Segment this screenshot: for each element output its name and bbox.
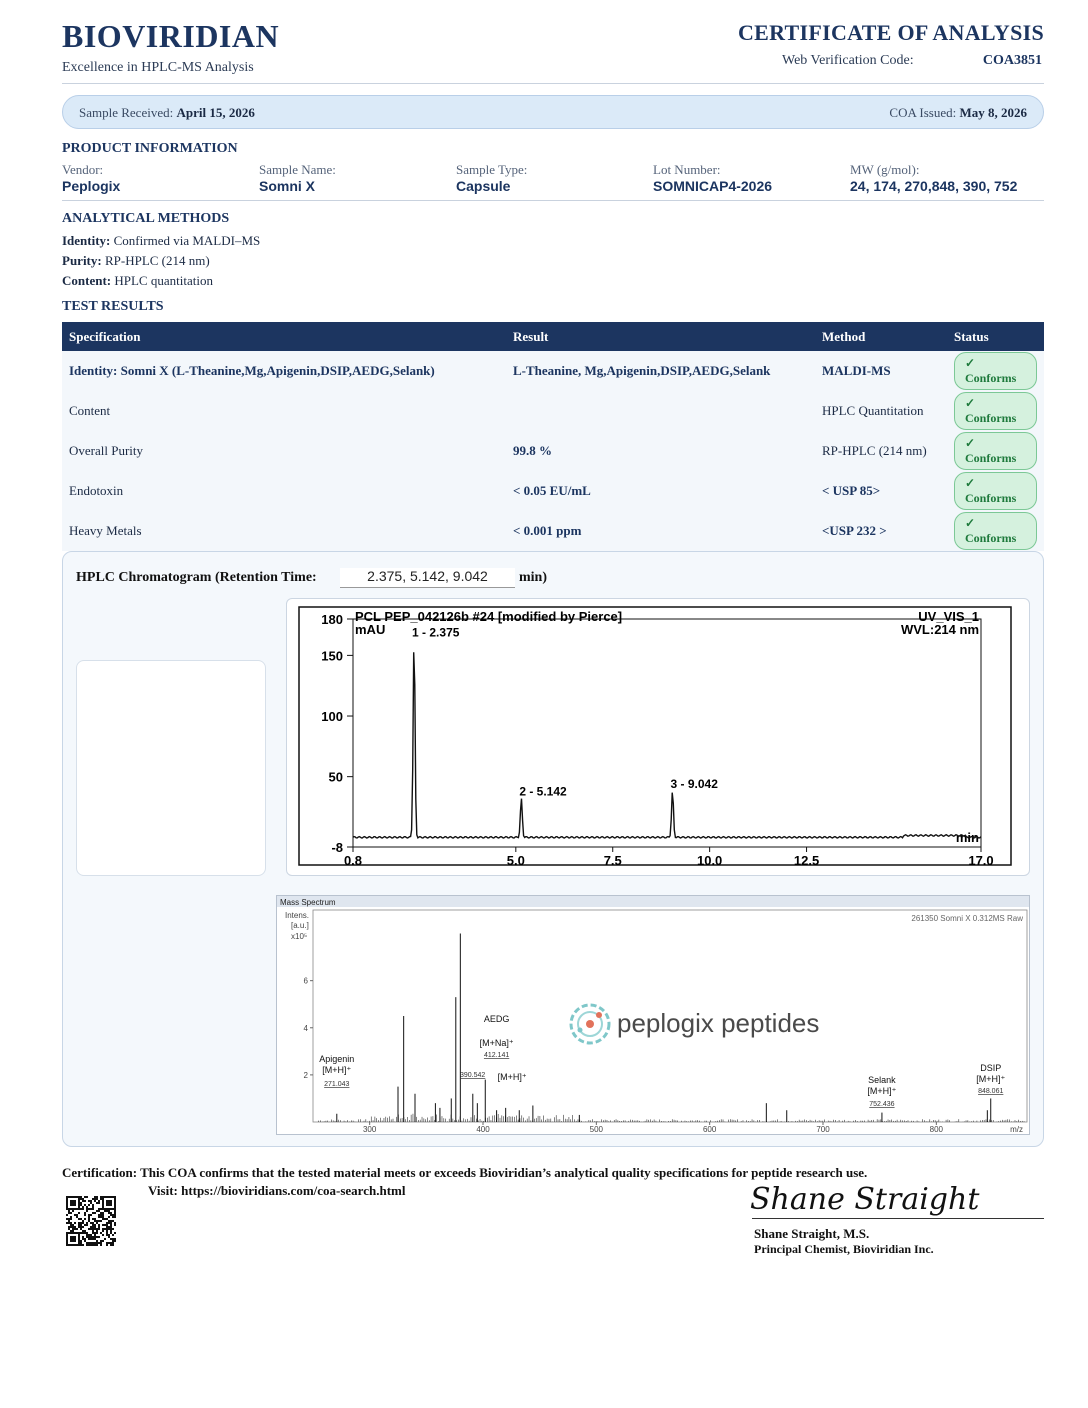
hplc-xtick-label: 5.0 xyxy=(506,853,525,868)
hplc-ytick-label: 150 xyxy=(321,648,343,664)
mass-spectrum-chart xyxy=(277,896,1029,1134)
col-specification: Specification xyxy=(62,322,506,351)
hplc-ylabel: mAU xyxy=(355,622,386,637)
hplc-xtick-label: 7.5 xyxy=(603,853,622,868)
ms-xlabel: m/z xyxy=(1010,1125,1023,1134)
ms-xtick-label: 400 xyxy=(476,1125,490,1134)
retention-times-field: 2.375, 5.142, 9.042 xyxy=(340,568,515,588)
method-content: Content: HPLC quantitation xyxy=(62,273,213,288)
retention-unit: min) xyxy=(519,570,547,585)
results-section-title: TEST RESULTS xyxy=(62,299,164,314)
ms-file-label: 261350 Somni X 0.312MS Raw xyxy=(911,914,1023,923)
image-placeholder xyxy=(76,660,266,876)
ms-ytick-label: 4 xyxy=(303,1023,308,1033)
hplc-peak-label: 2 - 5.142 xyxy=(519,784,567,799)
hplc-trace xyxy=(353,652,981,838)
signer-name: Shane Straight, M.S. xyxy=(754,1226,870,1241)
table-row xyxy=(62,471,1044,511)
status-badge: ✓ Conforms xyxy=(954,512,1037,550)
row-method: RP-HPLC (214 nm) xyxy=(815,431,947,471)
results-header-row xyxy=(62,322,1044,351)
certification-text: Certification: This COA confirms that the tested material meets or exceeds Bioviridian’s analytical quality specifications for peptide research use. xyxy=(62,1165,868,1180)
hplc-ytick-label: -8 xyxy=(331,840,343,855)
ms-annotation-mz: 412.141 xyxy=(483,1052,510,1059)
col-result: Result xyxy=(506,322,815,351)
dates-bar xyxy=(62,95,1044,129)
hplc-xlabel: min xyxy=(955,830,979,845)
peplogix-logo xyxy=(571,1005,819,1043)
status-badge: ✓ Conforms xyxy=(954,472,1037,510)
ms-title: Mass Spectrum xyxy=(280,898,336,907)
ms-annotation-mz: 271.043 xyxy=(324,1081,350,1088)
peplogix-watermark: peplogix peptides xyxy=(617,1008,820,1038)
ms-annotation-ion: [M+Na]⁺ xyxy=(479,1038,514,1048)
hplc-ytick-label: 180 xyxy=(321,612,343,627)
signature-line xyxy=(752,1218,1044,1219)
method-purity: Purity: RP-HPLC (214 nm) xyxy=(62,253,210,268)
sample-type-label: Sample Type: xyxy=(456,162,528,177)
ms-xtick-label: 800 xyxy=(929,1125,944,1134)
hplc-channel: UV_VIS_1 xyxy=(918,609,979,624)
verification-link[interactable]: Visit: https://bioviridians.com/coa-search.html xyxy=(148,1183,406,1198)
vendor-value: Peplogix xyxy=(62,178,121,194)
hplc-wavelength: WVL:214 nm xyxy=(900,622,979,637)
hplc-xtick-label: 0.8 xyxy=(343,853,363,868)
brand-name: BIOVIRIDIAN xyxy=(62,18,280,54)
row-spec: Heavy Metals xyxy=(62,511,506,551)
row-spec: Identity: Somni X (L-Theanine,Mg,Apigenin,DSIP,AEDG,Selank) xyxy=(62,351,506,391)
col-status: Status xyxy=(947,322,1044,351)
row-method: MALDI-MS xyxy=(815,351,947,391)
signer-title: Principal Chemist, Bioviridian Inc. xyxy=(754,1242,934,1256)
lot-number-value: SOMNICAP4-2026 xyxy=(653,178,773,194)
table-row xyxy=(62,351,1044,391)
ms-annotation-name: Apigenin xyxy=(319,1054,355,1064)
lot-number-label: Lot Number: xyxy=(653,162,721,177)
header-divider xyxy=(62,83,1044,84)
brand-tagline: Excellence in HPLC-MS Analysis xyxy=(62,60,254,75)
col-method: Method xyxy=(815,322,947,351)
ms-annotation-ion: [M+H]⁺ xyxy=(976,1074,1006,1084)
ms-ytick-label: 6 xyxy=(303,976,308,986)
row-spec: Content xyxy=(62,391,506,431)
row-spec: Overall Purity xyxy=(62,431,506,471)
ms-annotation-name: AEDG xyxy=(483,1014,510,1024)
ms-xtick-label: 300 xyxy=(362,1125,377,1134)
hplc-chart-frame xyxy=(286,598,1030,876)
product-divider xyxy=(62,200,1044,201)
row-method: < USP 85> xyxy=(815,471,947,511)
table-row xyxy=(62,391,1044,431)
table-row xyxy=(62,431,1044,471)
row-method: HPLC Quantitation xyxy=(815,391,947,431)
row-method: <USP 232 > xyxy=(815,511,947,551)
row-result xyxy=(506,391,815,431)
verification-label: Web Verification Code: xyxy=(782,53,914,68)
results-table xyxy=(62,322,1044,551)
row-result: 99.8 % xyxy=(506,431,815,471)
qr-code-icon[interactable] xyxy=(66,1196,116,1246)
status-badge: ✓ Conforms xyxy=(954,432,1037,470)
hplc-plot-area xyxy=(353,619,981,847)
sample-type-value: Capsule xyxy=(456,178,511,194)
row-spec: Endotoxin xyxy=(62,471,506,511)
product-section-title: PRODUCT INFORMATION xyxy=(62,141,238,156)
issued-date: COA Issued: May 8, 2026 xyxy=(889,105,1027,120)
hplc-marks xyxy=(321,612,993,868)
ms-annotation-mz: 848.061 xyxy=(978,1088,1004,1095)
ms-annotation-name: DSIP xyxy=(980,1063,1002,1073)
document-title: CERTIFICATE OF ANALYSIS xyxy=(737,20,1044,45)
table-row xyxy=(62,511,1044,551)
sample-name-value: Somni X xyxy=(259,178,316,194)
signature: Shane Straight xyxy=(750,1182,980,1217)
ms-annotation-ion: [M+H]⁺ xyxy=(497,1072,527,1082)
methods-section-title: ANALYTICAL METHODS xyxy=(62,211,230,226)
hplc-ytick-label: 100 xyxy=(321,709,343,725)
received-date: Sample Received: April 15, 2026 xyxy=(79,105,255,120)
row-result: < 0.001 ppm xyxy=(506,511,815,551)
ms-xtick-label: 700 xyxy=(816,1125,830,1134)
hplc-outer-frame xyxy=(299,607,1011,865)
hplc-ytick-label: 50 xyxy=(328,769,343,785)
ms-ylabel-1: Intens. xyxy=(285,911,310,920)
ms-annotation-mz: 390.542 xyxy=(460,1072,486,1079)
row-result: < 0.05 EU/mL xyxy=(506,471,815,511)
hplc-title: PCL PEP_042126b #24 [modified by Pierce] xyxy=(355,609,623,624)
mw-label: MW (g/mol): xyxy=(850,162,920,177)
method-identity: Identity: Confirmed via MALDI–MS xyxy=(62,233,261,248)
ms-ylabel-3: x10⁵ xyxy=(291,932,308,941)
ms-titlebar xyxy=(277,896,1029,907)
ms-annotation-ion: [M+H]⁺ xyxy=(322,1065,352,1075)
verification-code: COA3851 xyxy=(982,53,1042,68)
ms-ylabel-2: [a.u.] xyxy=(291,921,309,930)
hplc-peak-label: 1 - 2.375 xyxy=(412,625,460,640)
mw-value: 24, 174, 270,848, 390, 752 xyxy=(850,178,1018,194)
hplc-peak-label: 3 - 9.042 xyxy=(670,777,718,792)
ms-xtick-label: 600 xyxy=(702,1125,717,1134)
ms-annotation-ion: [M+H]⁺ xyxy=(867,1086,897,1096)
ms-xtick-label: 500 xyxy=(589,1125,604,1134)
hplc-xtick-label: 17.0 xyxy=(968,853,994,868)
row-result: L-Theanine, Mg,Apigenin,DSIP,AEDG,Selank xyxy=(506,351,815,391)
status-badge: ✓ Conforms xyxy=(954,352,1037,390)
peplogix-logo-icon xyxy=(571,1005,609,1043)
status-badge: ✓ Conforms xyxy=(954,392,1037,430)
sample-name-label: Sample Name: xyxy=(259,162,336,177)
vendor-label: Vendor: xyxy=(62,162,104,177)
chromatogram-title: HPLC Chromatogram (Retention Time: xyxy=(76,570,317,585)
ms-ytick-label: 2 xyxy=(303,1070,308,1080)
hplc-xtick-label: 12.5 xyxy=(793,853,820,868)
hplc-xtick-label: 10.0 xyxy=(696,853,723,868)
mass-spectrum-frame xyxy=(276,895,1030,1135)
ms-annotation-name: Selank xyxy=(868,1075,896,1085)
ms-annotation-mz: 752.436 xyxy=(869,1101,895,1108)
hplc-chromatogram-chart xyxy=(287,599,1029,875)
